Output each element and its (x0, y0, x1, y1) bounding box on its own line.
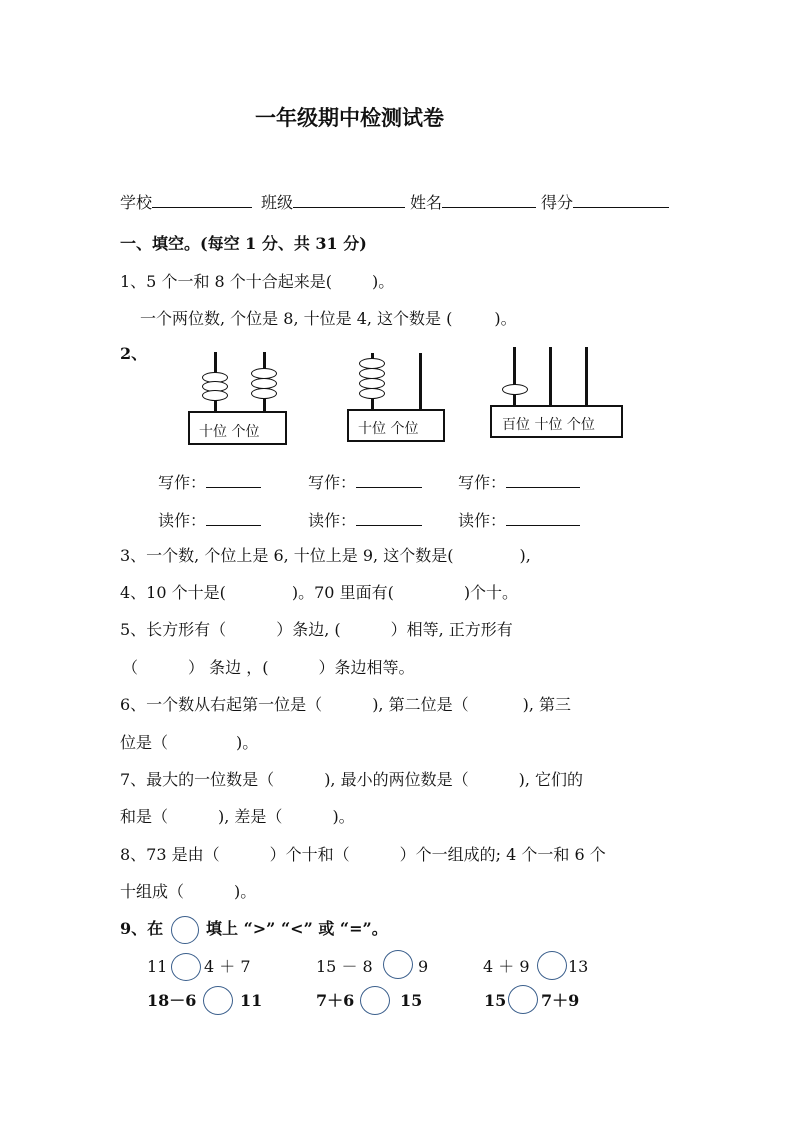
compare-4-right: 11 (240, 991, 263, 1010)
compare-circle-3[interactable] (537, 951, 567, 980)
compare-circle-1[interactable] (171, 953, 201, 981)
read-field-1[interactable]: 读作： (158, 509, 261, 531)
compare-6-right: 7＋9 (541, 991, 580, 1010)
compare-3-left: 4 ＋ 9 (483, 957, 530, 976)
compare-3-right: 13 (568, 957, 589, 976)
section-heading: 一、填空。(每空 1 分、共 31 分) (120, 234, 367, 253)
question-2-number: 2、 (120, 344, 148, 363)
question-3: 3、一个数, 个位上是 6, 十位上是 9, 这个数是( ), (120, 546, 531, 565)
write-field-3[interactable]: 写作： (458, 471, 580, 493)
compare-circle-4[interactable] (203, 986, 233, 1015)
abacus-3-label: 百位 十位 个位 (502, 417, 595, 433)
read-field-3[interactable]: 读作： (458, 509, 580, 531)
compare-6-left: 15 (484, 991, 507, 1010)
write-field-1[interactable]: 写作： (158, 471, 261, 493)
score-label: 得分 (541, 193, 574, 212)
compare-circle-example (171, 916, 199, 944)
question-7-line-1: 7、最大的一位数是（ ), 最小的两位数是（ ), 它们的 (120, 770, 584, 789)
question-8-line-2: 十组成（ )。 (120, 882, 257, 901)
compare-5-left: 7＋6 (316, 991, 355, 1010)
name-label: 姓名 (410, 193, 443, 212)
question-1-line-1: 1、5 个一和 8 个十合起来是( )。 (120, 272, 395, 291)
class-label: 班级 (261, 193, 294, 212)
compare-2-right: 9 (418, 957, 429, 976)
school-label: 学校 (120, 193, 153, 212)
header-class-field[interactable] (261, 191, 405, 213)
read-field-2[interactable]: 读作： (308, 509, 422, 531)
abacus-2-label: 十位 个位 (358, 421, 419, 437)
compare-4-left: 18－6 (147, 991, 197, 1010)
compare-1-right: 4 ＋ 7 (204, 957, 251, 976)
page-title: 一年级期中检测试卷 (255, 105, 444, 130)
abacus-1-label: 十位 个位 (199, 424, 260, 440)
compare-circle-2[interactable] (383, 950, 413, 979)
compare-1-left: 11 (147, 957, 168, 976)
question-5-line-2: （ ） 条边 ，( ）条边相等。 (122, 658, 415, 677)
question-8-line-1: 8、73 是由（ ）个十和（ ）个一组成的; 4 个一和 6 个 (120, 845, 606, 864)
question-5-line-1: 5、长方形有（ ）条边, ( ）相等, 正方形有 (120, 620, 513, 639)
compare-circle-5[interactable] (360, 986, 390, 1015)
header-name-field[interactable] (410, 191, 536, 213)
question-9-prompt-b: 填上 “>” “<” 或 “=”。 (206, 919, 388, 938)
question-6-line-1: 6、一个数从右起第一位是（ ), 第二位是（ ), 第三 (120, 695, 572, 714)
header-school-field[interactable] (120, 191, 252, 213)
compare-circle-6[interactable] (508, 985, 538, 1014)
compare-5-right: 15 (400, 991, 423, 1010)
write-field-2[interactable]: 写作： (308, 471, 422, 493)
header-score-field[interactable] (541, 191, 669, 213)
question-7-line-2: 和是（ ), 差是（ )。 (120, 807, 355, 826)
compare-2-left: 15 － 8 (316, 957, 373, 976)
question-1-line-2: 一个两位数, 个位是 8, 十位是 4, 这个数是 ( )。 (140, 309, 517, 328)
question-6-line-2: 位是（ )。 (120, 733, 259, 752)
question-4: 4、10 个十是( )。70 里面有( )个十。 (120, 583, 519, 602)
question-9-prompt-a: 9、在 (120, 919, 164, 938)
